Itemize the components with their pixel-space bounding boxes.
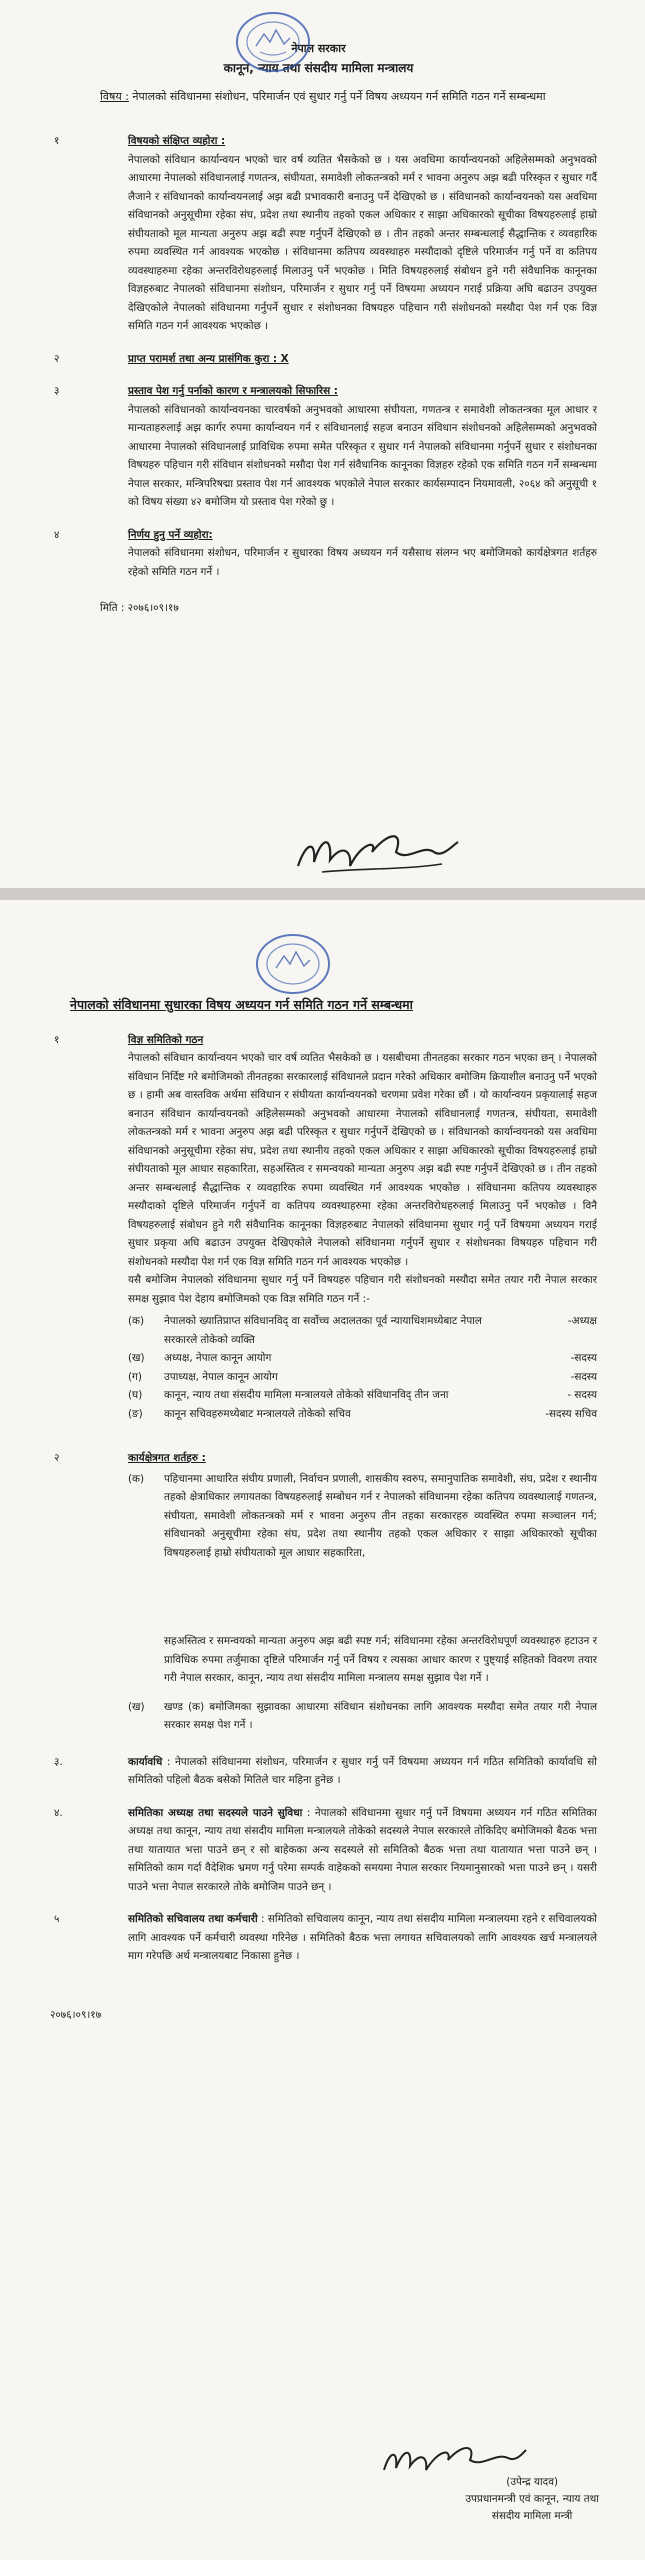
document-title: नेपालको संविधानमा सुधारका विषय अध्ययन गर्न समिति गठन गर्ने सम्बन्धमा xyxy=(70,997,413,1012)
clause-text: पहिचानमा आधारित संघीय प्रणाली, निर्वाचन प्रणाली, शासकीय स्वरुप, समानुपातिक समावेशी, संघ, प्रदेश र स्थानीय तहको क्षेत्राधिकार लगायतका विषयहरुलाई सम्बोधन गर्न र नेपालको संविधानमा रहेका कतिपय व्यवस्थालाई गणतन्त्र, संघीयता, समावेशी लोकतन्त्रको मर्म र भावना अनुरुप तीन तहका सरकारहरु व्यवस्थित रुपमा सञ्चालन गर्न; संविधानको अनुसूचीमा रहेका संघ, प्रदेश तथा स्थानीय तहको एकल अधिकार र साझा अधिकारको सूचीका विषयहरुलाई हाम्रो संघीयताको मूल आधार सहकारिता, xyxy=(164,1472,597,1559)
item-heading: विषयको संक्षिप्त व्यहोरा : xyxy=(128,135,226,147)
item-number: २ xyxy=(54,352,60,365)
clause-text-continued: सहअस्तित्व र समन्वयको मान्यता अनुरुप अझ बढी स्पष्ट गर्न; संविधानमा रहेका अन्तरविरोधपूर्ण व्यवस्थाहरु हटाउन र प्राविधिक रुपमा तर्जुमाका दृष्टिले परिमार्जन गर्नु पर्ने विषय र त्यसका आधार कारण र पुष्ट्याई सहितको विवरण तयार गरी नेपाल सरकार, कानून, न्याय तथा संसदीय मामिला मन्त्रालय समक्ष सुझाव पेश गर्ने । xyxy=(164,1635,597,1684)
item-body-wrapper xyxy=(128,1804,597,1897)
handwritten-signature xyxy=(292,822,462,882)
member-key: (क) xyxy=(128,1315,145,1327)
member-key: (ख) xyxy=(128,1352,145,1364)
member-row xyxy=(128,1312,597,1349)
section-item-2 xyxy=(40,350,597,369)
section-5-secretariat xyxy=(40,1910,597,1966)
item-body: : नेपालको संविधानमा सुधार गर्नु पर्ने विषयमा अध्ययन गर्न गठित समितिका अध्यक्ष तथा कानून, न्याय तथा संसदीय मामिला मन्त्रालयले तोकेको सदस्यले नेपाल सरकारले तोकिदिए बमोजिमको बैठक भत्ता तथा यातायात भत्ता पाउने छन् र सो बाहेकका अन्य सदस्यले सो समितिको बैठक भत्ता तथा यातायात भत्ता पाउने छन् । समितिको काम गर्दा वैदेशिक भ्रमण गर्नु परेमा सम्पर्क वाहेकको समयमा नेपाल सरकार नियमानुसारको भत्ता पाउने छन् । यसरी पाउने भत्ता नेपाल सरकारले तोके बमोजिम पाउने छन् । xyxy=(128,1806,597,1893)
subject-line xyxy=(100,87,597,106)
section-4-allowances xyxy=(40,1804,597,1897)
item-body-wrapper xyxy=(128,1910,597,1966)
government-name: नेपाल सरकार xyxy=(291,42,346,55)
item-body-wrapper xyxy=(128,1753,597,1790)
clause-a-continued xyxy=(128,1632,597,1688)
member-name: नेपालको ख्यातिप्राप्त संविधानविद् वा सर्वोच्च अदालतका पूर्व न्यायाधिशमध्येबाट नेपाल सरकारले तोकेको व्यक्ति xyxy=(164,1315,482,1346)
signatory-block xyxy=(465,2474,599,2525)
item-heading: समितिका अध्यक्ष तथा सदस्यले पाउने सुविधा xyxy=(128,1806,303,1819)
item-body: : नेपालको संविधानमा संशोधन, परिमार्जन र सुधार गर्नु पर्ने विषयमा अध्ययन गर्न गठित समितिको कार्यावधि सो समितिको पहिलो बैठक बसेको मितिले चार महिना हुनेछ । xyxy=(128,1755,597,1786)
member-role: - सदस्य xyxy=(567,1389,597,1401)
page-separator xyxy=(0,888,645,900)
clause-a xyxy=(128,1470,597,1563)
member-role: -अध्यक्ष xyxy=(567,1315,597,1327)
member-key: (घ) xyxy=(128,1389,143,1401)
section-item-3 xyxy=(40,382,597,512)
item-heading: प्रस्ताव पेश गर्नु पर्नाको कारण र मन्त्रालयको सिफारिस : xyxy=(128,385,338,397)
item-heading: कार्यक्षेत्रगत शर्तहरु : xyxy=(128,1452,206,1464)
ministry-name: कानून, न्याय तथा संसदीय मामिला मन्त्रालय xyxy=(223,60,414,75)
item-number: १ xyxy=(54,1033,60,1046)
item-heading: विज्ञ समितिको गठन xyxy=(128,1033,204,1046)
signer-name: (उपेन्द्र यादव) xyxy=(506,2476,559,2488)
item-number: १ xyxy=(54,135,60,147)
item-body: नेपालको संविधान कार्यान्वयन भएको चार वर्ष व्यतित भैसकेको छ । यस अवधिमा कार्यान्वयनको अहिलेसम्मको अनुभवको आधारमा नेपालको संविधानलाई गणतन्त्र, संघीयता, समावेशी लोकतन्त्रको मर्म र भावना अनुरुप अझ बढी परिस्कृत र सुधार गर्दै लैजाने र संविधानको कार्यान्वयनलाई अझ बढी प्रभावकारी बनाउनु पर्ने देखिएको छ । संविधानको कार्यान्वयनको यस अवधिमा संविधानको अनुसूचीमा रहेका संघ, प्रदेश तथा स्थानीय तहको एकल अधिकार र साझा अधिकारको सूचीका विषयहरुलाई हाम्रो संघीयताको मूल मान्यता अनुरुप अझ बढी स्पष्ट गर्नुपर्ने देखिएको छ । तीन तहको अन्तर सम्बन्धलाई सैद्धान्तिक र व्यवहारिक रुपमा व्यवस्थित गर्न आवश्यक भएकोछ । संविधानमा कतिपय व्यवस्थाहरु मस्यौदाको दृष्टिले परिमार्जन गर्नु पर्ने वा कतिपय व्यवस्थाहरुमा रहेका अन्तरविरोधहरुलाई मिलाउनु पर्ने भएकोछ । मिति विषयहरुलाई संबोधन हुने गरी संवैधानिक कानूनका विज्ञहरुबाट नेपालको संविधानमा संशोधन, परिमार्जन र सुधार गर्नु पर्ने विषयमा अध्ययन गराई प्रक्रिया अघि बढाउन उपयुक्त देखिएकोले नेपालको संविधानमा गर्नुपर्ने सुधार र संशोधनका विषयहरु पहिचान गरी संशोधनको मस्यौदा पेश गर्न एक विज्ञ समिति गठन गर्न आवश्यक भएकोछ । xyxy=(128,153,597,332)
item-body: नेपालको संविधानमा संशोधन, परिमार्जन र सुधारका विषय अध्ययन गर्न यसैसाथ संलग्न भए बमोजिमको कार्यक्षेत्रगत शर्तहरु रहेको समिति गठन गर्ने । xyxy=(128,547,597,578)
section-2-terms-of-reference xyxy=(40,1449,597,1735)
signer-title-line-1: उपप्रधानमन्त्री एवं कानून, न्याय तथा xyxy=(465,2493,599,2505)
clause-key: (क) xyxy=(128,1472,145,1485)
clause-b xyxy=(128,1698,597,1735)
member-name: कानून, न्याय तथा संसदीय मामिला मन्त्रालयले तोकेको संविधानविद् तीन जना xyxy=(164,1389,449,1401)
item-number: २ xyxy=(54,1452,60,1464)
subject-label: विषय : xyxy=(100,90,129,103)
member-role: -सदस्य xyxy=(570,1352,597,1364)
item-body: नेपालको संविधानको कार्यान्वयनका चारवर्षको अनुभवको आधारमा संघीयता, गणतन्त्र र समावेशी लोकतन्त्रका मूल आधार र मान्यताहरुलाई अझ कार्गर रुपमा कार्यान्वयन गर्न र संविधानलाई सहज बनाउन संविधान संशोधनको अहिलेसम्मको अनुभवको आधारमा नेपालको संविधानलाई प्राविधिक रुपमा समेत परिस्कृत र सुधार गर्न नेपालको संविधानमा गर्नुपर्ने सुधार र संशोधनका विषयहरु पहिचान गरी संविधान संशोधनको मसौदा पेश गर्न संवैधानिक कानूनका विज्ञहरु रहेको एक समिति गठन गर्ने सम्बन्धमा नेपाल सरकार, मन्त्रिपरिषद्मा प्रस्ताव पेश गर्न आवश्यक भएकोले नेपाल सरकार कार्यसम्पादन नियमावली, २०६४ को अनुसूची १ को विषय संख्या ४२ बमोजिम यो प्रस्ताव पेश गरेको छु । xyxy=(128,403,597,508)
section-1-committee-formation xyxy=(40,1031,597,1424)
item-body-continued: यसै बमोजिम नेपालको संविधानमा सुधार गर्नु पर्ने विषयहरु पहिचान गरी संशोधनको मस्यौदा समेत तयार गरी नेपाल सरकार समक्ष सुझाव पेश देहाय बमोजिमको एक विज्ञ समिति गठन गर्ने :- xyxy=(128,1274,597,1305)
item-body: : समितिको सचिवालय कानून, न्याय तथा संसदीय मामिला मन्त्रालयमा रहने र सचिवालयको लागि आवश्यक पर्ने कर्मचारी व्यवस्था गरिनेछ । समितिको बैठक भत्ता लगायत सचिवालयको लागि आवश्यक खर्च मन्त्रालयले माग गरेपछि अर्थ मन्त्रालयबाट निकासा हुनेछ । xyxy=(128,1913,597,1962)
member-name: अध्यक्ष, नेपाल कानून आयोग xyxy=(164,1352,272,1364)
document-date: २०७६।०९।१७ xyxy=(50,2008,102,2021)
clause-text: खण्ड (क) बमोजिमका सुझावका आधारमा संविधान संशोधनका लागि आवश्यक मस्यौदा समेत तयार गरी नेपाल सरकार समक्ष पेश गर्ने । xyxy=(164,1700,597,1731)
item-number: ३ xyxy=(54,385,60,397)
member-row xyxy=(128,1368,597,1387)
item-heading: निर्णय हुनु पर्ने व्यहोरा: xyxy=(128,528,213,541)
member-role: -सदस्य xyxy=(570,1370,597,1383)
item-number: ४ xyxy=(54,528,60,541)
item-heading: कार्यावधि xyxy=(128,1755,163,1768)
letter-page-1 xyxy=(0,0,645,888)
signer-title-line-2: संसदीय मामिला मन्त्री xyxy=(491,2510,573,2522)
member-name: कानून सचिवहरुमध्येबाट मन्त्रालयले तोकेको सचिव xyxy=(164,1407,351,1420)
member-row xyxy=(128,1386,597,1405)
committee-members-list xyxy=(128,1312,597,1423)
subject-text: नेपालको संविधानमा संशोधन, परिमार्जन एवं सुधार गर्नु पर्ने विषय अध्ययन गर्न समिति गठन गर्ने सम्बन्धमा xyxy=(132,90,546,103)
member-role: -सदस्य सचिव xyxy=(545,1407,597,1420)
member-key: (ग) xyxy=(128,1370,142,1383)
item-body: नेपालको संविधान कार्यान्वयन भएको चार वर्ष व्यतित भैसकेको छ । यसबीचमा तीनतहका सरकार गठन भएका छन् । नेपालको संविधान निर्दिष्ट गरे बमोजिमको तीनतहका सरकारलाई संविधानले प्रदान गरेको अधिकार बमोजिम क्रियाशील बनाउनु पर्ने भएको छ । हामी अब वास्तविक अर्थमा संविधान र संघीयता कार्यान्वयनको चरणमा प्रवेश गरेका छौं । यो कार्यान्वयन प्रकृयालाई सहज बनाउन संविधान कार्यान्वयनको अहिलेसम्मको अनुभवको आधारमा नेपालको संविधानलाई गणतन्त्र, संघीयता, समावेशी लोकतन्त्रको मर्म र भावना अनुरुप अझ बढी परिस्कृत र सुधार गर्नुपर्ने देखिएको छ । संविधानको कार्यान्वयनको यस अवधिमा संविधानको अनुसूचीमा रहेका संघ, प्रदेश तथा स्थानीय तहको एकल अधिकार र साझा अधिकारको सूचीका विषयहरुलाई हाम्रो संघीयताको मूल आधार सहकारिता, सहअस्तित्व र समन्वयको मान्यता अनुरुप अझ बढी स्पष्ट गर्नुपर्ने देखिएको छ । तीन तहको अन्तर सम्बन्धलाई सैद्धान्तिक र व्यवहारिक रुपमा व्यवस्थित गर्न आवश्यक भएकोछ । संविधानमा कतिपय व्यवस्थाहरु मस्यौदाको दृष्टिले परिमार्जन गर्नुपर्ने वा कतिपय व्यवस्थाहरुमा रहेका अन्तरविरोधहरुलाई मिलाउनु पर्ने भएकोछ । विनै विषयहरुलाई संबोधन हुने गरी संवैधानिक कानूनका विज्ञहरुबाट नेपालको संविधानमा सुधार गर्नु पर्ने विषयमा अध्ययन गराई सुधार प्रकृया अघि बढाउन उपयुक्त देखिएकोले नेपालको संविधानमा गर्नुपर्ने सुधार र संशोधनका विषयहरु पहिचान गरी संशोधनको मस्यौदा पेश गर्न एक विज्ञ समिति गठन गर्न आवश्यक भएकोछ । xyxy=(128,1052,597,1268)
item-number: ४. xyxy=(54,1806,63,1819)
section-item-1 xyxy=(40,132,597,336)
section-item-4 xyxy=(40,526,597,582)
member-row xyxy=(128,1349,597,1368)
member-row xyxy=(128,1405,597,1424)
member-key: (ङ) xyxy=(128,1407,143,1420)
item-number: ३. xyxy=(54,1755,63,1768)
item-heading: प्राप्त परामर्श तथा अन्य प्रासंगिक कुरा : X xyxy=(128,352,289,365)
government-seal-stamp xyxy=(234,10,312,74)
section-3-tenure xyxy=(40,1753,597,1790)
letter-page-2 xyxy=(0,900,645,2560)
item-heading: समितिको सचिवालय तथा कर्मचारी xyxy=(128,1913,258,1925)
clause-key: (ख) xyxy=(128,1700,145,1713)
member-name: उपाध्यक्ष, नेपाल कानून आयोग xyxy=(164,1370,278,1383)
item-number: ५ xyxy=(54,1913,60,1925)
document-date: मिति : २०७६।०९।१७ xyxy=(100,602,179,614)
government-seal-stamp xyxy=(254,932,332,996)
